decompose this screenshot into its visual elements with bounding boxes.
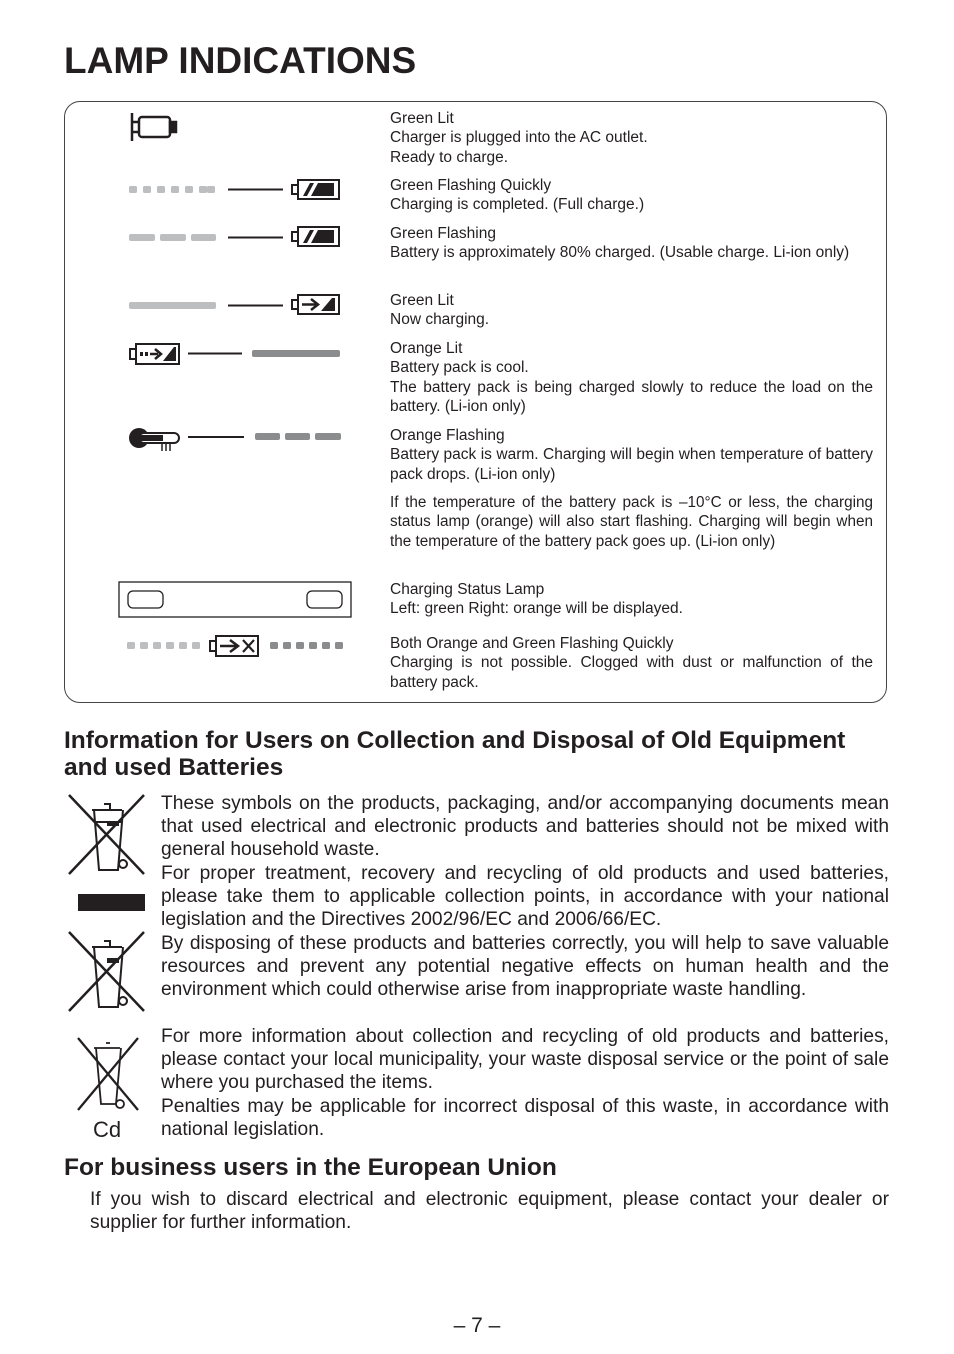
- lamp-flash-quick: [129, 186, 215, 193]
- battery-full-icon: [292, 227, 339, 246]
- disposal-paragraph-3: By disposing of these products and batteries correctly, you will help to save valuable resources and prevent any potential negative effects on human health and the environment which could otherwise arise from inappropriate waste handling.: [161, 933, 889, 1001]
- cd-label: Cd: [93, 1117, 122, 1142]
- disposal-paragraph-5: Penalties may be applicable for incorrect disposal of this waste, in accordance with national legislation.: [161, 1096, 889, 1141]
- plug-icon: [132, 113, 176, 141]
- lamp-desc: Battery pack is cool.: [390, 359, 529, 377]
- disposal-paragraph-2: For proper treatment, recovery and recycling of old products and used batteries, please take them to applicable collection points, in accordance with your national legislation and the Directives 2002/96/EC and 2006/66/EC.: [161, 863, 889, 931]
- lamp-desc: Charger is plugged into the AC outlet.: [390, 129, 648, 147]
- lamp-flash: [129, 234, 216, 241]
- black-bar: [78, 894, 145, 911]
- lamp-status: Both Orange and Green Flashing Quickly: [390, 635, 674, 652]
- crossed-bin-icon: [69, 795, 144, 874]
- thermometer-icon: [129, 428, 179, 451]
- disposal-paragraph-1: These symbols on the products, packaging, and/or accompanying documents mean that used electrical and electronic products and batteries should not be mixed with general household waste.: [161, 793, 889, 861]
- lamp-desc: The battery pack is being charged slowly to reduce the load on the battery. (Li-ion only): [390, 378, 873, 416]
- lamp-flash-orange: [255, 433, 341, 440]
- battery-error-icon: [210, 636, 258, 656]
- disposal-heading: Information for Users on Collection and Disposal of Old Equipment and used Batteries: [64, 727, 846, 781]
- lamp-desc: Charging is not possible. Clogged with dust or malfunction of the battery pack.: [390, 654, 873, 691]
- page-number: – 7 –: [453, 1314, 501, 1337]
- battery-cold-icon: [130, 344, 179, 364]
- lamp-flash-quick-orange: [270, 642, 343, 649]
- battery-charging-icon: [292, 295, 339, 314]
- business-heading: For business users in the European Union: [64, 1154, 557, 1181]
- lamp-desc: Battery pack is warm. Charging will begin when temperature of battery pack drops. (Li-ion only): [390, 446, 873, 483]
- lamp-status: Charging Status Lamp: [390, 581, 545, 598]
- lamp-status: Green Lit: [390, 292, 454, 309]
- lamp-desc: Now charging.: [390, 311, 490, 329]
- crossed-bin-cd-icon: [78, 1038, 138, 1110]
- weee-symbols: [66, 792, 150, 1142]
- lamp-flash-quick-green: [127, 642, 200, 649]
- business-paragraph: If you wish to discard electrical and electronic equipment, please contact your dealer or supplier for further information.: [90, 1189, 889, 1233]
- lamp-lit-orange: [252, 350, 340, 357]
- lamp-status: Green Flashing: [390, 225, 496, 242]
- disposal-paragraph-4: For more information about collection and recycling of old products and batteries, please contact your local municipality, your waste disposal service or the point of sale where you purchased the items.: [161, 1026, 889, 1094]
- lamp-status: Green Lit: [390, 110, 454, 127]
- lamp-desc: Ready to charge.: [390, 148, 509, 166]
- lamp-desc: If the temperature of the battery pack is –10°C or less, the charging status lamp (orange) will also start flashing. Charging will begin when the temperature of the battery pack goes up. (Li-ion only): [390, 494, 873, 550]
- lamp-status: Orange Flashing: [390, 427, 505, 444]
- battery-full-icon: [292, 180, 339, 199]
- lamp-desc: Left: green Right: orange will be displayed.: [390, 600, 683, 618]
- lamp-desc: Battery is approximately 80% charged. (Usable charge. Li-ion only): [390, 244, 850, 262]
- status-lamp-panel: [119, 582, 351, 617]
- lamp-status: Green Flashing Quickly: [390, 177, 552, 194]
- page-title: LAMP INDICATIONS: [64, 40, 417, 81]
- lamp-status: Orange Lit: [390, 340, 463, 357]
- lamp-lit: [129, 302, 216, 309]
- lamp-desc: Charging is completed. (Full charge.): [390, 196, 645, 214]
- crossed-bin-icon: [69, 932, 144, 1011]
